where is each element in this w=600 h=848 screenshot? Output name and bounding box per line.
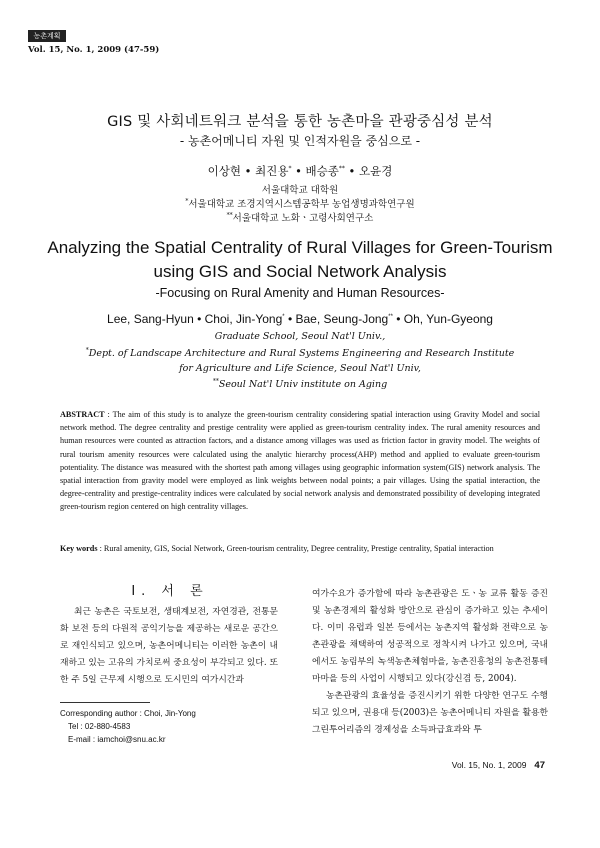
journal-badge: 농촌계획 [28,30,66,42]
author-mark: ** [388,314,393,320]
english-authors [0,312,600,326]
affiliation-mark: * [85,347,89,354]
separator: • [197,312,202,326]
affiliation-text: Dept. of Landscape Architecture and Rural Systems Engineering and Research Institute [88,348,515,360]
page-footer [452,760,545,771]
english-affiliation [0,331,600,342]
english-author: Bae, Seung-Jong [295,312,389,326]
korean-affiliation [0,196,600,210]
body-column-right [312,586,548,739]
affiliation-text: Seoul Nat'l Univ institute on Aging [218,379,388,391]
english-affiliation [0,363,600,374]
body-paragraph-left: 최근 농촌은 국토보전, 생태계보전, 자연경관, 전통문화 보전 등의 다원적 공익기능을 제공하는 새로운 공간으로 재인식되고 있으며, 농촌어메니티는 이러한 농촌이 내재하고 있는 고유의 가치로써 중요성이 부각되고 있다. 또한 주 5일 근무제 시행으로 도시민의 여가시간과 [60,607,278,685]
section-heading: I. 서 론 [131,584,209,599]
affiliation-mark: * [185,197,189,205]
keywords [60,544,550,553]
abstract-label: ABSTRACT [60,410,105,419]
abstract [60,408,540,514]
korean-title: GIS 및 사회네트워크 분석을 통한 농촌마을 관광중심성 분석 [107,114,493,130]
korean-author: 배승종 [305,164,339,178]
affiliation-mark: ** [226,211,233,219]
korean-author: 오윤경 [358,164,393,178]
affiliation-text: Graduate School, Seoul Nat'l Univ., [214,331,386,342]
body-paragraph: 여가수요가 증가함에 따라 농촌관광은 도ㆍ농 교류 활동 증진 및 농촌경제의 활성화 방안으로 관심이 증가하고 있는 추세이다. 이미 유럽과 일본 등에서는 농촌지역 활성화 전략으로 농촌관광을 채택하여 성공적으로 정착시켜 나가고 있으며, 국내에서도 농림부의 녹색농촌체험마을, 농촌진흥청의 농촌전통테마마을 등의 사업이 시행되고 있다(강신겸 등, 2004). [312,589,548,684]
separator: • [287,312,293,326]
keywords-text: : Rural amenity, GIS, Social Network, Green-tourism centrality, Degree centrality, Prestige centrality, Spatial interaction [97,544,494,553]
volume-info: Vol. 15, No. 1, 2009 (47-59) [28,45,160,55]
author-phone: Tel : 02-880-4583 [68,722,131,731]
english-affiliation [0,347,600,359]
keywords-label: Key words [60,544,98,553]
korean-authors [0,163,600,179]
korean-subtitle: - 농촌어메니티 자원 및 인적자원을 중심으로 - [179,134,421,148]
affiliation-text: 서울대학교 대학원 [261,185,339,196]
korean-author: 최진용 [255,164,289,178]
separator: • [244,164,252,178]
page-number: 47 [534,760,545,771]
english-author: Oh, Yun-Gyeong [403,312,493,326]
separator: • [348,164,356,178]
footnote-rule [60,702,150,703]
korean-affiliation [0,182,600,196]
english-title-line-1: Analyzing the Spatial Centrality of Rural Villages for Green-Tourism [47,238,553,257]
affiliation-text: 서울대학교 조경지역시스템공학부 농업생명과학연구원 [188,199,415,210]
author-mark: * [288,165,292,173]
abstract-text: : The aim of this study is to analyze the green-tourism centrality considering spatial interaction using Gravity Model and social network method. The degree centrality and prestige centrality were applied as green-tourism centrality index. The rural amenity resources and human resources were counted as attraction factors, and a distance among villages was used as friction factor in gravity model. The weights of rural tourism amenity resources were calculated using the analytic hierarchy process(AHP) method and applied to evaluate green-tourism potentiality. The distance was measured with the shortest path among villages using geographic information system(GIS) network analysis. The spatial interaction from gravity model were employed as link weights between nodal points; a pair villages. Using the spatial interaction, the degree-centrality and prestige-centrality indices were calculated by social network analysis and demonstrated possibility of developing integrated green-tourism region centered on high centrality villages. [60,410,540,512]
affiliation-text: 서울대학교 노화ㆍ고령사회연구소 [232,213,374,224]
author-mark: * [282,314,285,320]
english-author: Choi, Jin-Yong [204,312,283,326]
english-affiliation [0,378,600,390]
author-email: E-mail : iamchoi@snu.ac.kr [68,735,166,744]
separator: • [295,164,302,178]
author-mark: ** [338,165,345,173]
affiliation-text: for Agriculture and Life Science, Seoul Nat'l Univ, [179,363,421,374]
affiliation-mark: ** [212,378,219,385]
english-subtitle: -Focusing on Rural Amenity and Human Resources- [155,286,445,300]
footer-volume: Vol. 15, No. 1, 2009 [451,760,527,770]
korean-author: 이상현 [207,164,241,178]
english-title-line-2: using GIS and Social Network Analysis [153,262,447,281]
body-paragraph: 농촌관광의 효율성을 증진시키기 위한 다양한 연구도 수행되고 있으며, 권용대 등(2003)은 농촌어메니티 자원을 활용한 그린투어리즘의 경제성을 소득파급효과와 투 [312,691,548,735]
corresponding-author: Corresponding author : Choi, Jin-Yong [60,709,196,718]
english-author: Lee, Sang-Hyun [107,312,194,326]
separator: • [396,312,401,326]
korean-affiliation [0,210,600,224]
